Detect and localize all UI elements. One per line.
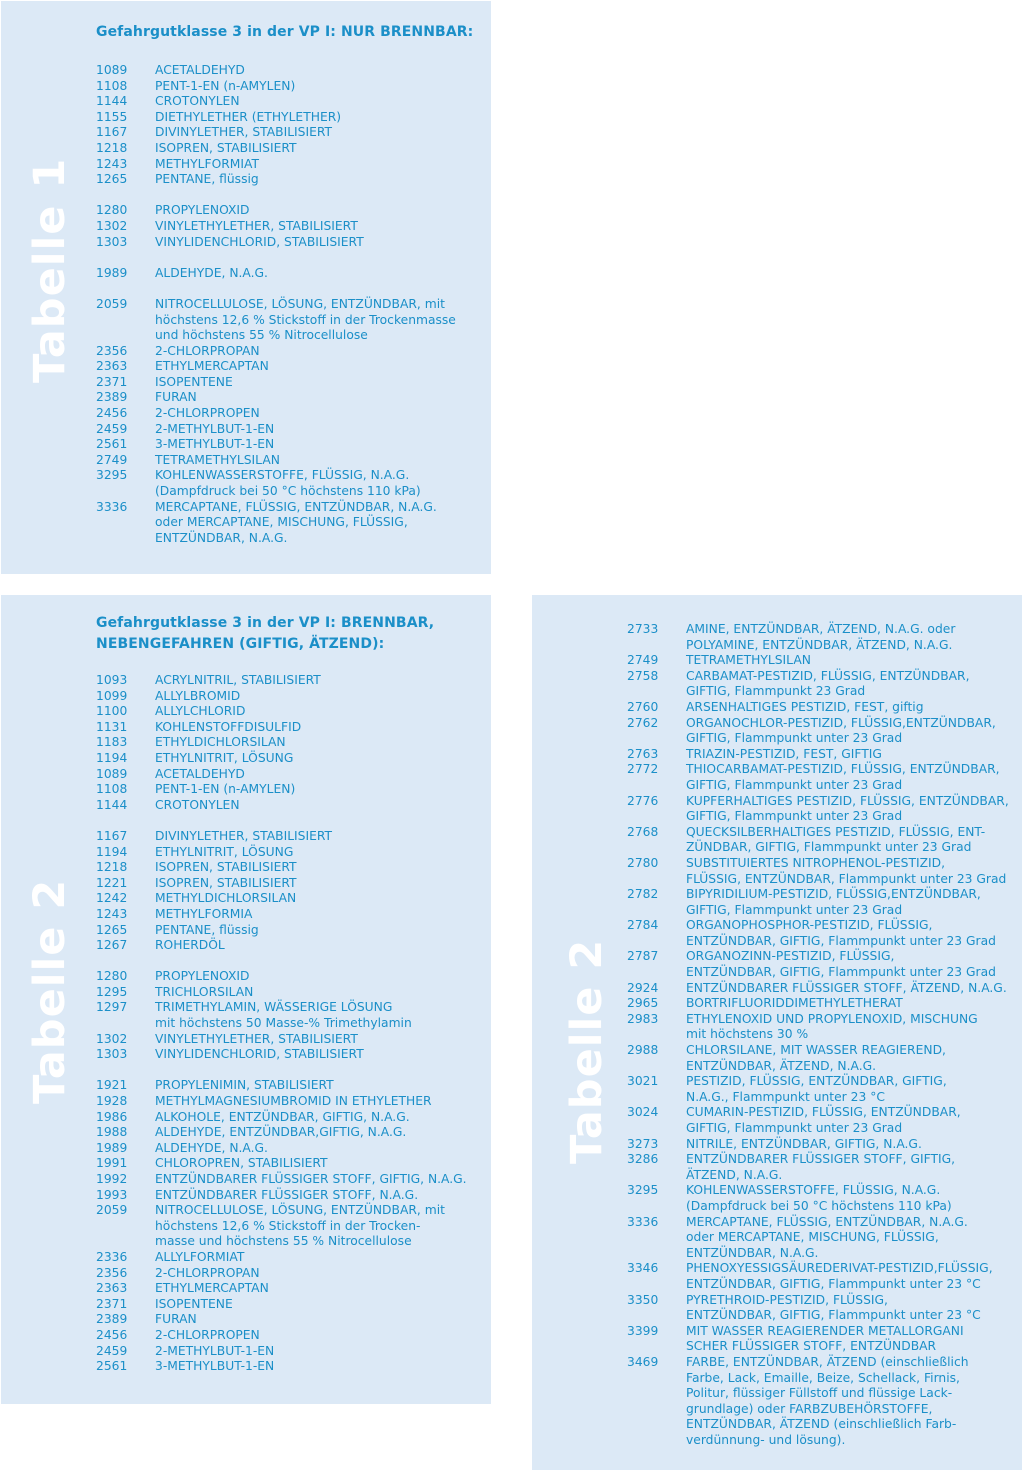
- list-item: [627, 669, 1020, 700]
- un-number: 1265: [96, 172, 128, 187]
- list-item: [627, 949, 1020, 980]
- substance-description: VINYLIDENCHLORID, STABILISIERT: [155, 234, 364, 249]
- substance-description: ENTZÜNDBARER FLÜSSIGER STOFF, N.A.G.: [155, 1187, 419, 1202]
- un-number: 2784: [627, 918, 659, 933]
- list-item: [96, 1281, 486, 1297]
- substance-description: ETHYLMERCAPTAN: [155, 359, 269, 374]
- un-number: 2363: [96, 1281, 128, 1296]
- un-number: 1218: [96, 860, 128, 875]
- substance-description: AMINE, ENTZÜNDBAR, ÄTZEND, N.A.G. oder POLYAMINE, ENTZÜNDBAR, ÄTZEND, N.A.G.: [686, 622, 956, 652]
- list-item: [96, 923, 486, 939]
- substance-description: ENTZÜNDBARER FLÜSSIGER STOFF, GIFTIG, N.A.G.: [155, 1172, 467, 1186]
- un-number: 1089: [96, 63, 128, 77]
- substance-description: ISOPREN, STABILISIERT: [155, 140, 297, 155]
- substance-description: PENT-1-EN (n-AMYLEN): [155, 782, 296, 797]
- substance-description: PYRETHROID-PESTIZID, FLÜSSIG, ENTZÜNDBAR, GIFTIG, Flammpunkt unter 23 °C: [686, 1292, 981, 1323]
- list-item: [96, 1141, 486, 1157]
- list-item: [96, 468, 486, 499]
- un-number: 1265: [96, 922, 128, 937]
- un-number: 2768: [627, 824, 659, 839]
- un-number: 2561: [96, 437, 128, 452]
- list-item: [96, 1359, 486, 1375]
- un-number: 1144: [96, 94, 128, 109]
- list-item: [96, 235, 486, 251]
- substance-description: ORGANOZINN-PESTIZID, FLÜSSIG, ENTZÜNDBAR, GIFTIG, Flammpunkt unter 23 Grad: [686, 949, 996, 980]
- un-number: 1928: [96, 1094, 128, 1109]
- un-number: 1108: [96, 78, 128, 93]
- list-item: [96, 125, 486, 141]
- un-number: 2760: [627, 699, 659, 714]
- substance-description: TRICHLORSILAN: [155, 984, 254, 999]
- un-number: 1989: [96, 1140, 128, 1155]
- un-number: 1988: [96, 1125, 128, 1140]
- substance-description: 2-METHYLBUT-1-EN: [155, 1343, 275, 1358]
- substance-description: ISOPREN, STABILISIERT: [155, 875, 297, 890]
- un-number: 2371: [96, 1296, 128, 1311]
- un-number: 1280: [96, 203, 128, 218]
- substance-description: ACETALDEHYD: [155, 766, 245, 781]
- list-item: [627, 887, 1020, 918]
- list-item: [627, 747, 1020, 763]
- table-1-side-label: Tabelle 1: [25, 157, 75, 383]
- list-item: [627, 1215, 1020, 1262]
- substance-description: DIVINYLETHER, STABILISIERT: [155, 828, 333, 843]
- substance-description: ALDEHYDE, N.A.G.: [155, 1140, 268, 1155]
- un-number: 1243: [96, 906, 128, 921]
- un-number: 2965: [627, 996, 659, 1011]
- substance-description: NITROCELLULOSE, LÖSUNG, ENTZÜNDBAR, mit höchstens 12,6 % Stickstoff in der Trocken- masse und höchstens 55 % Nitrocellulose: [155, 1203, 445, 1249]
- substance-description: KOHLENSTOFFDISULFID: [155, 719, 302, 734]
- list-item: [96, 63, 486, 79]
- list-item: [96, 172, 486, 188]
- list-item: [96, 938, 486, 954]
- list-item: [627, 1324, 1020, 1355]
- list-item: [96, 673, 486, 689]
- un-number: 1155: [96, 109, 128, 124]
- substance-description: 2-CHLORPROPEN: [155, 1327, 260, 1342]
- list-item: [96, 969, 486, 985]
- substance-description: PENT-1-EN (n-AMYLEN): [155, 78, 296, 93]
- list-item: [627, 1074, 1020, 1105]
- list-item: [627, 825, 1020, 856]
- list-item: [96, 219, 486, 235]
- substance-description: PENTANE, flüssig: [155, 922, 259, 937]
- un-number: 1167: [96, 125, 128, 140]
- substance-description: PROPYLENOXID: [155, 203, 250, 218]
- substance-description: 2-CHLORPROPAN: [155, 343, 260, 358]
- list-item: [96, 1156, 486, 1172]
- un-number: 2758: [627, 668, 659, 683]
- un-number: 1242: [96, 891, 128, 906]
- substance-description: ALLYLBROMID: [155, 688, 241, 703]
- list-item: [96, 1188, 486, 1204]
- list-item: [96, 1047, 486, 1063]
- list-item: [96, 907, 486, 923]
- substance-description: ARSENHALTIGES PESTIZID, FEST, giftig: [686, 699, 924, 714]
- list-item: [96, 1125, 486, 1141]
- substance-description: TRIMETHYLAMIN, WÄSSERIGE LÖSUNG mit höchstens 50 Masse-% Trimethylamin: [155, 1000, 412, 1031]
- substance-description: METHYLDICHLORSILAN: [155, 891, 297, 906]
- table-2-heading: Gefahrgutklasse 3 in der VP I: BRENNBAR, NEBENGEFAHREN (GIFTIG, ÄTZEND):: [96, 615, 435, 652]
- un-number: 1280: [96, 969, 128, 984]
- substance-description: ALLYLFORMIAT: [155, 1249, 245, 1264]
- un-number: 1100: [96, 704, 128, 719]
- substance-description: CHLOROPREN, STABILISIERT: [155, 1156, 328, 1171]
- un-number: 2924: [627, 980, 659, 995]
- substance-description: PROPYLENIMIN, STABILISIERT: [155, 1078, 334, 1093]
- un-number: 1991: [96, 1156, 128, 1171]
- substance-description: METHYLFORMIAT: [155, 156, 260, 171]
- substance-description: PESTIZID, FLÜSSIG, ENTZÜNDBAR, GIFTIG, N.A.G., Flammpunkt unter 23 °C: [686, 1074, 947, 1104]
- substance-description: NITROCELLULOSE, LÖSUNG, ENTZÜNDBAR, mit höchstens 12,6 % Stickstoff in der Trockenmasse und höchstens 55 % Nitrocellulose: [155, 296, 456, 343]
- list-item: [96, 110, 486, 126]
- un-number: 2456: [96, 406, 128, 421]
- substance-description: 3-METHYLBUT-1-EN: [155, 437, 275, 452]
- un-number: 2749: [96, 452, 128, 467]
- un-number: 2772: [627, 762, 659, 777]
- list-item: [96, 985, 486, 1001]
- list-item: [96, 751, 486, 767]
- un-number: 2456: [96, 1327, 128, 1342]
- un-number: 1989: [96, 265, 128, 280]
- substance-description: CARBAMAT-PESTIZID, FLÜSSIG, ENTZÜNDBAR, GIFTIG, Flammpunkt 23 Grad: [686, 668, 970, 699]
- un-number: 1986: [96, 1109, 128, 1124]
- substance-description: CROTONYLEN: [155, 797, 240, 812]
- substance-description: ACETALDEHYD: [155, 63, 245, 77]
- un-number: 2356: [96, 343, 128, 358]
- substance-description: PHENOXYESSIGSÄUREDERIVAT-PESTIZID,FLÜSSIG, ENTZÜNDBAR, GIFTIG, Flammpunkt unter 23 °C: [686, 1261, 993, 1291]
- list-item: [627, 996, 1020, 1012]
- list-item: [96, 359, 486, 375]
- substance-description: VINYLETHYLETHER, STABILISIERT: [155, 218, 358, 233]
- list-item: [627, 716, 1020, 747]
- substance-description: ENTZÜNDBARER FLÜSSIGER STOFF, ÄTZEND, N.A.G.: [686, 980, 1007, 995]
- un-number: 3399: [627, 1323, 659, 1338]
- list-item: [627, 1137, 1020, 1153]
- list-item: [96, 1250, 486, 1266]
- substance-description: CROTONYLEN: [155, 94, 240, 109]
- list-item: [627, 700, 1020, 716]
- list-item: [96, 1312, 486, 1328]
- un-number: 1267: [96, 938, 128, 953]
- un-number: 1194: [96, 750, 128, 765]
- un-number: 2371: [96, 374, 128, 389]
- list-item: [96, 704, 486, 720]
- list-item: [96, 720, 486, 736]
- un-number: 1992: [96, 1172, 128, 1186]
- substance-description: THIOCARBAMAT-PESTIZID, FLÜSSIG, ENTZÜNDBAR, GIFTIG, Flammpunkt unter 23 Grad: [686, 762, 1000, 792]
- un-number: 1295: [96, 984, 128, 999]
- list-item: [96, 500, 486, 547]
- list-item: [627, 1261, 1020, 1292]
- substance-description: QUECKSILBERHALTIGES PESTIZID, FLÜSSIG, ENT- ZÜNDBAR, GIFTIG, Flammpunkt unter 23 Grad: [686, 824, 986, 855]
- un-number: 2059: [96, 296, 128, 311]
- list-item: [96, 390, 486, 406]
- un-number: 3336: [627, 1214, 659, 1229]
- substance-description: METHYLFORMIA: [155, 906, 253, 921]
- un-number: 3021: [627, 1074, 659, 1089]
- list-item: [96, 829, 486, 845]
- list-item: [96, 1344, 486, 1360]
- un-number: 2782: [627, 887, 659, 902]
- table-2-entries: [96, 673, 486, 1375]
- substance-description: VINYLIDENCHLORID, STABILISIERT: [155, 1047, 364, 1062]
- substance-description: ISOPREN, STABILISIERT: [155, 860, 297, 875]
- substance-description: FURAN: [155, 1312, 197, 1327]
- list-item: [96, 422, 486, 438]
- substance-description: TETRAMETHYLSILAN: [155, 452, 280, 467]
- un-number: 1131: [96, 719, 128, 734]
- un-number: 2988: [627, 1043, 659, 1058]
- un-number: 2983: [627, 1011, 659, 1026]
- list-item: [627, 1355, 1020, 1449]
- table-2-continued-entries: [627, 622, 1020, 1448]
- substance-description: PENTANE, flüssig: [155, 172, 259, 187]
- list-item: [96, 266, 486, 282]
- list-item: [96, 876, 486, 892]
- substance-description: ETHYLENOXID UND PROPYLENOXID, MISCHUNG mit höchstens 30 %: [686, 1011, 978, 1042]
- substance-description: BIPYRIDILIUM-PESTIZID, FLÜSSIG,ENTZÜNDBAR, GIFTIG, Flammpunkt unter 23 Grad: [686, 887, 981, 917]
- substance-description: FURAN: [155, 390, 197, 405]
- substance-description: ORGANOCHLOR-PESTIZID, FLÜSSIG,ENTZÜNDBAR, GIFTIG, Flammpunkt unter 23 Grad: [686, 715, 996, 746]
- un-number: 2363: [96, 359, 128, 374]
- substance-description: 2-CHLORPROPEN: [155, 406, 260, 421]
- substance-description: ALLYLCHLORID: [155, 704, 246, 719]
- substance-description: MIT WASSER REAGIERENDER METALLORGANI SCHER FLÜSSIGER STOFF, ENTZÜNDBAR: [686, 1323, 964, 1354]
- substance-description: DIETHYLETHER (ETHYLETHER): [155, 109, 342, 124]
- list-item: [96, 1172, 486, 1188]
- list-item: [96, 735, 486, 751]
- un-number: 1108: [96, 782, 128, 797]
- un-number: 3346: [627, 1261, 659, 1276]
- list-item: [96, 437, 486, 453]
- list-item: [96, 891, 486, 907]
- substance-description: ETHYLNITRIT, LÖSUNG: [155, 750, 294, 765]
- un-number: 1303: [96, 234, 128, 249]
- list-item: [96, 406, 486, 422]
- table-2-side-label: Tabelle 2: [25, 878, 75, 1104]
- table-1-entries: [96, 63, 486, 546]
- un-number: 1921: [96, 1078, 128, 1093]
- un-number: 2763: [627, 746, 659, 761]
- un-number: 2762: [627, 715, 659, 730]
- un-number: 3024: [627, 1105, 659, 1120]
- list-item: [96, 1032, 486, 1048]
- list-item: [96, 689, 486, 705]
- substance-description: BORTRIFLUORIDDIMETHYLETHERAT: [686, 996, 903, 1011]
- substance-description: PROPYLENOXID: [155, 969, 250, 984]
- un-number: 1302: [96, 1031, 128, 1046]
- list-item: [627, 762, 1020, 793]
- un-number: 1167: [96, 828, 128, 843]
- substance-description: 3-METHYLBUT-1-EN: [155, 1359, 275, 1374]
- un-number: 2356: [96, 1265, 128, 1280]
- un-number: 2780: [627, 855, 659, 870]
- un-number: 2336: [96, 1249, 128, 1264]
- un-number: 3350: [627, 1292, 659, 1307]
- list-item: [96, 1000, 486, 1031]
- substance-description: KOHLENWASSERSTOFFE, FLÜSSIG, N.A.G. (Dampfdruck bei 50 °C höchstens 110 kPa): [686, 1183, 952, 1213]
- un-number: 1243: [96, 156, 128, 171]
- list-item: [96, 297, 486, 344]
- list-item: [96, 1078, 486, 1094]
- list-item: [96, 1266, 486, 1282]
- un-number: 1297: [96, 1000, 128, 1015]
- un-number: 2059: [96, 1203, 128, 1218]
- list-item: [96, 1203, 486, 1250]
- list-item: [627, 1152, 1020, 1183]
- substance-description: MERCAPTANE, FLÜSSIG, ENTZÜNDBAR, N.A.G. oder MERCAPTANE, MISCHUNG, FLÜSSIG, ENTZÜNDBAR, N.A.G.: [155, 499, 437, 545]
- list-item: [627, 1043, 1020, 1074]
- substance-description: ISOPENTENE: [155, 1296, 233, 1311]
- substance-description: ROHERDÖL: [155, 938, 225, 953]
- substance-description: DIVINYLETHER, STABILISIERT: [155, 125, 333, 140]
- list-item: [627, 856, 1020, 887]
- un-number: 3273: [627, 1136, 659, 1151]
- list-item: [96, 203, 486, 219]
- list-item: [96, 845, 486, 861]
- list-item: [96, 94, 486, 110]
- un-number: 1099: [96, 688, 128, 703]
- substance-description: VINYLETHYLETHER, STABILISIERT: [155, 1031, 358, 1046]
- un-number: 1093: [96, 673, 128, 687]
- substance-description: FARBE, ENTZÜNDBAR, ÄTZEND (einschließlich Farbe, Lack, Emaille, Beize, Schellack, Firnis, Politur, flüssiger Füllstoff und flüssige Lack- grundlage) oder FARBZUBEHÖRSTOFFE, ENTZÜNDBAR, ÄTZEND (einschließlich Farb- verdünnung- und lösung).: [686, 1354, 969, 1447]
- un-number: 2776: [627, 793, 659, 808]
- list-item: [627, 1012, 1020, 1043]
- un-number: 2459: [96, 1343, 128, 1358]
- list-item: [96, 79, 486, 95]
- table-1-heading: Gefahrgutklasse 3 in der VP I: NUR BRENNBAR:: [96, 24, 474, 40]
- substance-description: NITRILE, ENTZÜNDBAR, GIFTIG, N.A.G.: [686, 1136, 922, 1151]
- substance-description: ENTZÜNDBARER FLÜSSIGER STOFF, GIFTIG, ÄTZEND, N.A.G.: [686, 1152, 956, 1182]
- list-item: [96, 1094, 486, 1110]
- substance-description: MERCAPTANE, FLÜSSIG, ENTZÜNDBAR, N.A.G. oder MERCAPTANE, MISCHUNG, FLÜSSIG, ENTZÜNDBAR, N.A.G.: [686, 1214, 968, 1260]
- substance-description: ORGANOPHOSPHOR-PESTIZID, FLÜSSIG, ENTZÜNDBAR, GIFTIG, Flammpunkt unter 23 Grad: [686, 918, 996, 948]
- un-number: 1993: [96, 1187, 128, 1202]
- un-number: 3469: [627, 1354, 659, 1369]
- un-number: 1183: [96, 735, 128, 750]
- un-number: 1302: [96, 218, 128, 233]
- substance-description: ALDEHYDE, N.A.G.: [155, 265, 268, 280]
- list-item: [96, 375, 486, 391]
- substance-description: 2-CHLORPROPAN: [155, 1265, 260, 1280]
- list-item: [96, 860, 486, 876]
- un-number: 1218: [96, 140, 128, 155]
- un-number: 2459: [96, 421, 128, 436]
- substance-description: TETRAMETHYLSILAN: [686, 653, 811, 668]
- substance-description: METHYLMAGNESIUMBROMID IN ETHYLETHER: [155, 1094, 432, 1109]
- substance-description: ISOPENTENE: [155, 374, 233, 389]
- un-number: 2561: [96, 1359, 128, 1374]
- un-number: 2749: [627, 653, 659, 668]
- un-number: 2389: [96, 1312, 128, 1327]
- un-number: 1089: [96, 766, 128, 781]
- substance-description: ETHYLNITRIT, LÖSUNG: [155, 844, 294, 859]
- un-number: 1194: [96, 844, 128, 859]
- list-item: [627, 653, 1020, 669]
- un-number: 3295: [627, 1183, 659, 1198]
- substance-description: ACRYLNITRIL, STABILISIERT: [155, 673, 321, 687]
- list-item: [96, 141, 486, 157]
- list-item: [627, 1105, 1020, 1136]
- list-item: [96, 157, 486, 173]
- substance-description: ETHYLMERCAPTAN: [155, 1281, 269, 1296]
- list-item: [96, 767, 486, 783]
- substance-description: CUMARIN-PESTIZID, FLÜSSIG, ENTZÜNDBAR, GIFTIG, Flammpunkt unter 23 Grad: [686, 1105, 961, 1135]
- list-item: [627, 794, 1020, 825]
- list-item: [627, 981, 1020, 997]
- list-item: [96, 1110, 486, 1126]
- substance-description: ALDEHYDE, ENTZÜNDBAR,GIFTIG, N.A.G.: [155, 1125, 407, 1140]
- list-item: [96, 782, 486, 798]
- substance-description: ETHYLDICHLORSILAN: [155, 735, 286, 750]
- un-number: 3336: [96, 499, 128, 514]
- list-item: [96, 453, 486, 469]
- un-number: 3295: [96, 468, 128, 483]
- substance-description: ALKOHOLE, ENTZÜNDBAR, GIFTIG, N.A.G.: [155, 1109, 410, 1124]
- un-number: 1303: [96, 1047, 128, 1062]
- substance-description: KUPFERHALTIGES PESTIZID, FLÜSSIG, ENTZÜNDBAR, GIFTIG, Flammpunkt unter 23 Grad: [686, 793, 1009, 824]
- substance-description: 2-METHYLBUT-1-EN: [155, 421, 275, 436]
- un-number: 2389: [96, 390, 128, 405]
- list-item: [627, 918, 1020, 949]
- un-number: 2733: [627, 622, 659, 636]
- list-item: [96, 344, 486, 360]
- substance-description: TRIAZIN-PESTIZID, FEST, GIFTIG: [686, 746, 882, 761]
- table-2-continued-side-label: Tabelle 2: [562, 938, 612, 1164]
- substance-description: CHLORSILANE, MIT WASSER REAGIEREND, ENTZÜNDBAR, ÄTZEND, N.A.G.: [686, 1043, 946, 1073]
- substance-description: SUBSTITUIERTES NITROPHENOL-PESTIZID, FLÜSSIG, ENTZÜNDBAR, Flammpunkt unter 23 Grad: [686, 855, 1007, 886]
- un-number: 1221: [96, 875, 128, 890]
- list-item: [627, 622, 1020, 653]
- list-item: [627, 1183, 1020, 1214]
- un-number: 3286: [627, 1152, 659, 1167]
- list-item: [96, 798, 486, 814]
- list-item: [96, 1328, 486, 1344]
- un-number: 1144: [96, 797, 128, 812]
- list-item: [627, 1293, 1020, 1324]
- list-item: [96, 1297, 486, 1313]
- un-number: 2787: [627, 949, 659, 964]
- substance-description: KOHLENWASSERSTOFFE, FLÜSSIG, N.A.G. (Dampfdruck bei 50 °C höchstens 110 kPa): [155, 468, 421, 499]
